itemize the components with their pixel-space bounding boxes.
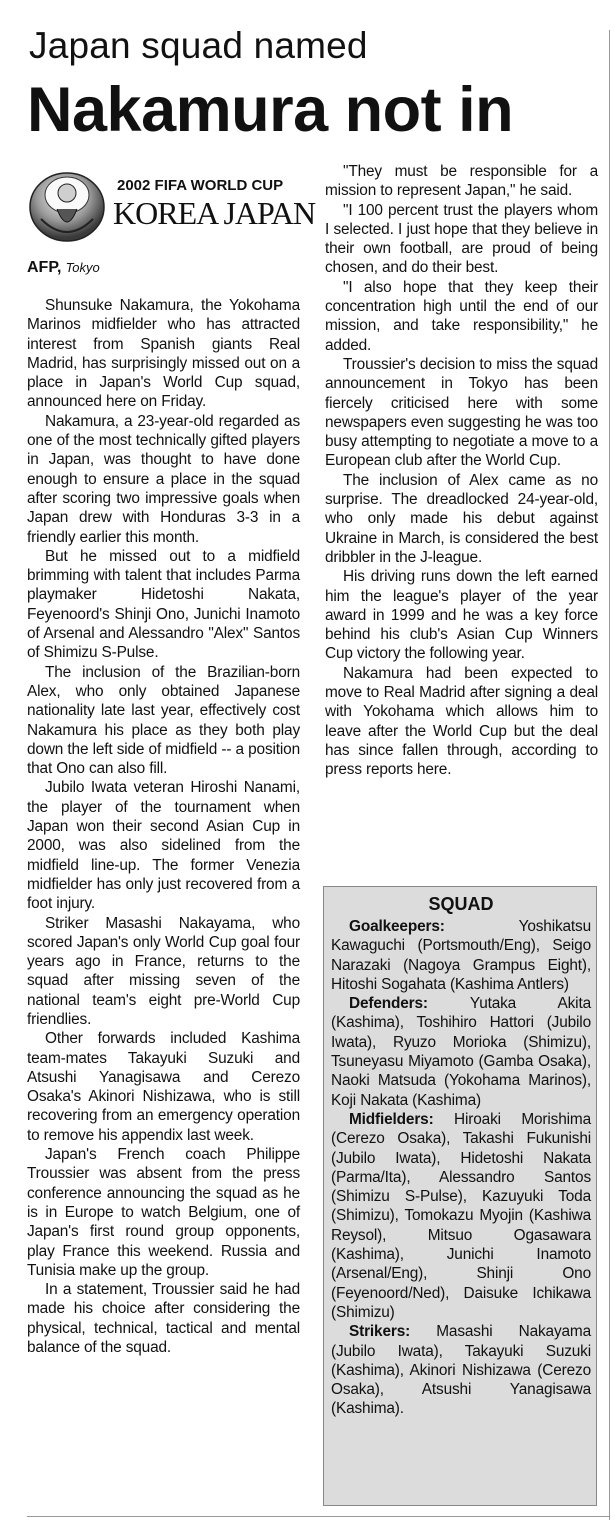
article-column-left [27,296,300,1357]
squad-players: Hiroaki Morishima (Cerezo Osaka), Takashi Fukunishi (Jubilo Iwata), Hidetoshi Nakata (Parma/Ita), Alessandro Santos (Shimizu S-Pulse), Kazuyuki Toda (Shimizu), Tomokazu Myojin (Kashiwa Reysol), Mitsuo Ogasawara (Kashima), Junichi Inamoto (Arsenal/Eng), Shinji Ono (Feyenoord/Ned), Daisuke Ichikawa (Shimizu) [331,1110,591,1321]
column-rule [609,30,610,1520]
paragraph: Striker Masashi Nakayama, who scored Japan's only World Cup goal four years ago in France, returns to the squad after missing seven of the national team's eight pre-World Cup friendlies. [27,914,300,1028]
paragraph: "They must be responsible for a mission to represent Japan," he said. [325,163,598,200]
paragraph: Nakamura, a 23-year-old regarded as one of the most technically gifted players in Japan, was thought to have done enough to ensure a place in the squad after scoring two impressive goals when Japan drew with Honduras 3-3 in a friendly earlier this month. [27,412,300,546]
squad-group-midfielders [331,1110,591,1322]
paragraph: His driving runs down the left earned him the league's player of the year award in 1999 and he was a key force behind his club's Asian Cup Winners Cup victory the following year. [325,568,598,663]
squad-players: Yutaka Akita (Kashima), Toshihiro Hattori (Jubilo Iwata), Ryuzo Morioka (Shimizu), Tsuneyasu Miyamoto (Gamba Osaka), Naoki Matsuda (Yokohama Marinos), Koji Nakata (Kashima) [331,995,591,1109]
paragraph: The inclusion of the Brazilian-born Alex, who only obtained Japanese nationality late last year, effectively cost Nakamura his place as they both play down the left side of midfield -- a position that Ono can also fill. [27,663,300,778]
kicker-headline: Japan squad named [29,25,368,66]
paragraph: Shunsuke Nakamura, the Yokohama Marinos midfielder who has attracted interest from Spanish giants Real Madrid, has surprisingly missed out on a place in Japan's World Cup squad, announced here on Friday. [27,297,300,411]
paragraph: Nakamura had been expected to move to Real Madrid after signing a deal with Yokohama which allows him to leave after the World Cup but the deal has since fallen through, according to press reports here. [325,664,598,779]
paragraph: In a statement, Troussier said he had made his choice after considering the physical, technical, tactical and mental balance of the squad. [27,1281,300,1357]
paragraph: But he missed out to a midfield brimming with talent that includes Parma playmaker Hidetoshi Nakata, Feyenoord's Shinji Ono, Junichi Inamoto of Arsenal and Alessandro "Alex" Santos of Shimizu S-Pulse. [27,547,300,662]
squad-position-label: Strikers: [349,1323,411,1341]
squad-box [323,886,597,1506]
dateline-agency: AFP, [27,259,62,276]
logo-hosts-line: KOREA JAPAN [113,195,316,231]
article-column-right [325,162,598,780]
squad-title: SQUAD [428,894,494,914]
squad-position-label: Defenders: [349,995,428,1013]
squad-group-strikers [331,1322,591,1418]
paragraph: "I 100 percent trust the players whom I selected. I just hope that they believe in their own football, are proud of being chosen, and do their best. [325,201,598,277]
squad-players: Masashi Nakayama (Jubilo Iwata), Takayuki Suzuki (Kashima), Akinori Nishizawa (Cerezo Osaka), Atsushi Yanagisawa (Kashima). [331,1323,591,1418]
paragraph: "I also hope that they keep their concentration high until the end of our mission, and take responsibility," he added. [325,278,598,354]
world-cup-logo [27,165,316,247]
paragraph: Troussier's decision to miss the squad announcement in Tokyo has been fiercely criticised here with some newspapers even suggesting he was too busy attempting to negotiate a move to a European club after the World Cup. [325,355,598,470]
dateline-place: Tokyo [65,260,100,275]
world-cup-trophy-emblem-icon [27,165,107,245]
paragraph: Japan's French coach Philippe Troussier was absent from the press conference announcing the squad as he is in Europe to watch Belgium, one of Japan's first round group opponents, play France this weekend. Russia and Tunisia make up the group. [27,1146,300,1279]
squad-group-goalkeepers [331,917,591,994]
paragraph: The inclusion of Alex came as no surprise. The dreadlocked 24-year-old, who only made his debut against Ukraine in March, is considered the best dribbler in the J-league. [325,471,598,566]
paragraph: Jubilo Iwata veteran Hiroshi Nanami, the player of the tournament when Japan won their second Asian Cup in 2000, was also sidelined from the midfield line-up. The former Venezia midfielder has only just recovered from a foot injury. [27,779,300,913]
squad-position-label: Midfielders: [349,1110,434,1128]
dateline [27,258,100,278]
paragraph: Other forwards included Kashima team-mates Takayuki Suzuki and Atsushi Yanagisawa and Cerezo Osaka's Akinori Nishizawa, who is still recovering from an emergency operation to remove his appendix last week. [27,1030,300,1144]
squad-group-defenders [331,994,591,1110]
bottom-rule [27,1516,609,1517]
logo-tournament-line: 2002 FIFA WORLD CUP [117,177,284,194]
squad-players: Yoshikatsu Kawaguchi (Portsmouth/Eng), Seigo Narazaki (Nagoya Grampus Eight), Hitoshi Sogahata (Kashima Antlers) [331,918,591,993]
main-headline: Nakamura not in [27,75,514,145]
squad-position-label: Goalkeepers: [349,918,445,935]
